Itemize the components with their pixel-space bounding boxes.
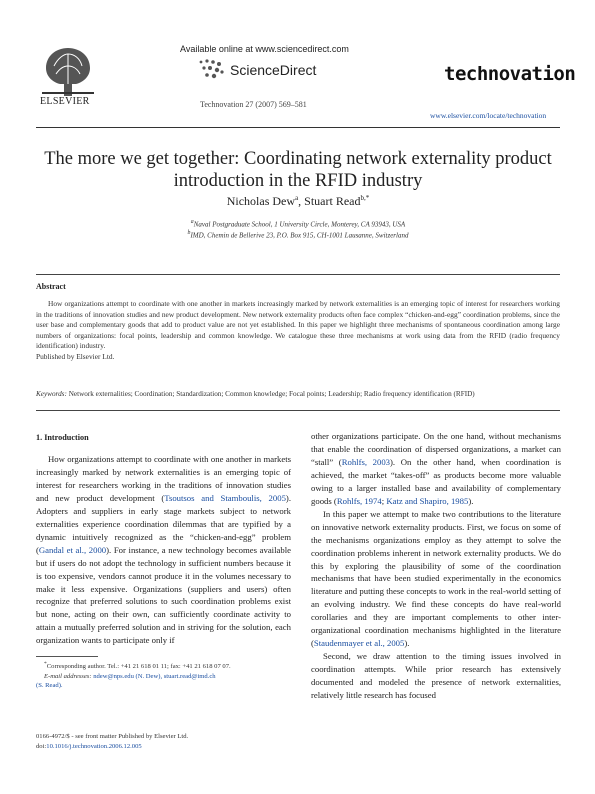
doi-link[interactable]: 10.1016/j.technovation.2006.12.005 xyxy=(46,742,142,750)
doi-line xyxy=(36,742,296,752)
available-online-text[interactable]: Available online at www.sciencedirect.com xyxy=(180,44,349,54)
paragraph xyxy=(36,453,291,647)
citation-link[interactable]: Rohlfs, 2003 xyxy=(341,456,391,467)
text-run: In this paper we attempt to make two contributions to the literature on innovative network externality products. First, we focus on some of the mechanisms organizations employ as they attempt to solve the coordination problems inherent in network externality products. We do this by exploring the plausibility of some of the coordination mechanisms that have been studied experimentally in the economics literature and putting these concepts to work in the real-world setting of an evolving industry. We find these concepts do have real-world corollaries and they are important complements to other inter-organizational coordination mechanisms highlighted in the literature ( xyxy=(311,508,561,649)
keywords-label: Keywords: xyxy=(36,390,67,398)
keywords-text: Network externalities; Coordination; Standardization; Common knowledge; Focal points; Leadership; Radio frequency identification (RFID) xyxy=(66,390,475,398)
citation-link[interactable]: Katz and Shapiro, 1985 xyxy=(386,495,469,506)
publisher-name: ELSEVIER xyxy=(40,96,90,107)
author-list xyxy=(36,194,560,209)
aff-a-marker: a xyxy=(190,219,194,225)
abstract-body xyxy=(36,299,560,363)
text-run: ). Adopters and suppliers in early stage markets subject to network externalities experience coordination dilemmas that are typified by a dynamic intuitively recognized as the “chicken-and-egg” problem ( xyxy=(36,492,291,555)
citation-link[interactable]: Gandal et al., 2000 xyxy=(38,544,107,555)
citation-link[interactable]: Tsoutsos and Stamboulis, 2005 xyxy=(164,492,286,503)
left-column xyxy=(36,453,291,647)
aff-b-marker: b xyxy=(187,230,191,236)
text-run: ). For instance, a new technology becomes available but if users do not adopt the technology in sufficient numbers because it is too expensive, vendors cannot produce it in the volumes necessary to make it less expensive. Organizations (suppliers and users) often recognize that preferred solutions to such coordination problems exist but none, acting on their own, can sufficiently coordinate activity to attain a mutually preferred solution and in striving for the solution, each organization wants to participate only if xyxy=(36,544,291,646)
doi-label: doi: xyxy=(36,742,47,750)
email-label: E-mail addresses: xyxy=(44,672,92,680)
text-run: other organizations participate. On the one hand, without mechanisms that enable the coordination of dispersed organizations, a market can “stall” ( xyxy=(311,431,561,467)
text-run: ). xyxy=(468,495,474,506)
email-addresses[interactable]: ndew@nps.edu (N. Dew), stuart.read@imd.ch xyxy=(91,672,216,680)
email-note xyxy=(36,672,296,682)
citation-link[interactable]: Staudenmayer et al., 2005 xyxy=(313,638,405,649)
sciencedirect-dots-icon xyxy=(197,58,227,80)
abstract-text: How organizations attempt to coordinate with one another in markets increasingly marked by network externalities is an emerging topic of interest for researchers working in the traditions of innovation studies and new product development. New network externality products often face complex “chicken-and-egg” coordination problems, since the user base and complementary goods that add to product value are not yet established. In this paper we highlight three mechanisms of spontaneous coordination among large numbers of organizations: focal points, leadership and common knowledge. We catalogue these three mechanisms at work using data from the RFID (radio frequency identification) industry. xyxy=(36,299,560,351)
journal-name-logo: technovation xyxy=(444,63,576,85)
article-title xyxy=(36,148,560,192)
text-run: ). On the other hand, when coordination is achieved, the market “takes-off” as products become more valuable owing to a larger installed base and availability of complementary goods ( xyxy=(311,456,561,506)
abstract-heading: Abstract xyxy=(36,282,66,291)
aff-a-text: Naval Postgraduate School, 1 University Circle, Monterey, CA 93943, USA xyxy=(193,220,406,229)
section-heading: 1. Introduction xyxy=(36,433,89,442)
page-footer xyxy=(36,732,296,751)
header-divider xyxy=(36,127,560,128)
footnote-marker: * xyxy=(44,661,47,667)
author-1: Nicholas Dew xyxy=(226,194,296,208)
author-1-affil: a xyxy=(295,194,299,202)
email-addresses-cont[interactable]: (S. Read). xyxy=(36,682,63,690)
sciencedirect-brand: ScienceDirect xyxy=(230,62,317,78)
footnote-divider xyxy=(36,656,98,657)
abstract-published: Published by Elsevier Ltd. xyxy=(36,351,115,361)
corresponding-author-note xyxy=(36,660,296,672)
title-line-1: The more we get together: Coordinating network externality product xyxy=(44,149,552,169)
issn-line: 0166-4972/$ - see front matter Published by Elsevier Ltd. xyxy=(36,733,189,740)
paragraph xyxy=(311,430,561,508)
author-2: Stuart Read xyxy=(304,194,361,208)
paragraph: Second, we draw attention to the timing issues involved in coordination attempts. While prior research has extensively documented and modeled the presence of network externalities, relatively little research has focused xyxy=(311,651,561,701)
elsevier-tree-logo xyxy=(36,40,100,98)
aff-b-text: IMD, Chemin de Bellerive 23, P.O. Box 915, CH-1001 Lausanne, Switzerland xyxy=(190,231,409,240)
right-column xyxy=(311,430,561,702)
citation-link[interactable]: Rohlfs, 1974 xyxy=(336,495,382,506)
text-run: ; xyxy=(381,495,387,506)
footnote xyxy=(36,660,296,691)
corr-text: Corresponding author. Tel.: +41 21 618 01 11; fax: +41 21 618 07 07. xyxy=(46,663,231,671)
journal-url-link[interactable]: www.elsevier.com/locate/technovation xyxy=(430,111,547,120)
text-run: How organizations attempt to coordinate with one another in markets increasingly marked by network externalities is an emerging topic of interest for researchers working in the traditions of innovation studies and new product development ( xyxy=(36,454,291,503)
author-separator: , xyxy=(298,194,305,208)
title-line-2: introduction in the RFID industry xyxy=(173,171,423,191)
author-2-affil[interactable]: b,* xyxy=(360,194,370,202)
affiliation-b xyxy=(36,230,560,239)
affiliation-a xyxy=(36,219,560,228)
abstract-top-divider xyxy=(36,274,560,275)
abstract-bottom-divider xyxy=(36,410,560,411)
text-run: ). xyxy=(404,638,410,649)
keywords-line xyxy=(36,390,560,398)
journal-volume-info: Technovation 27 (2007) 569–581 xyxy=(200,100,307,109)
paragraph xyxy=(311,508,561,650)
